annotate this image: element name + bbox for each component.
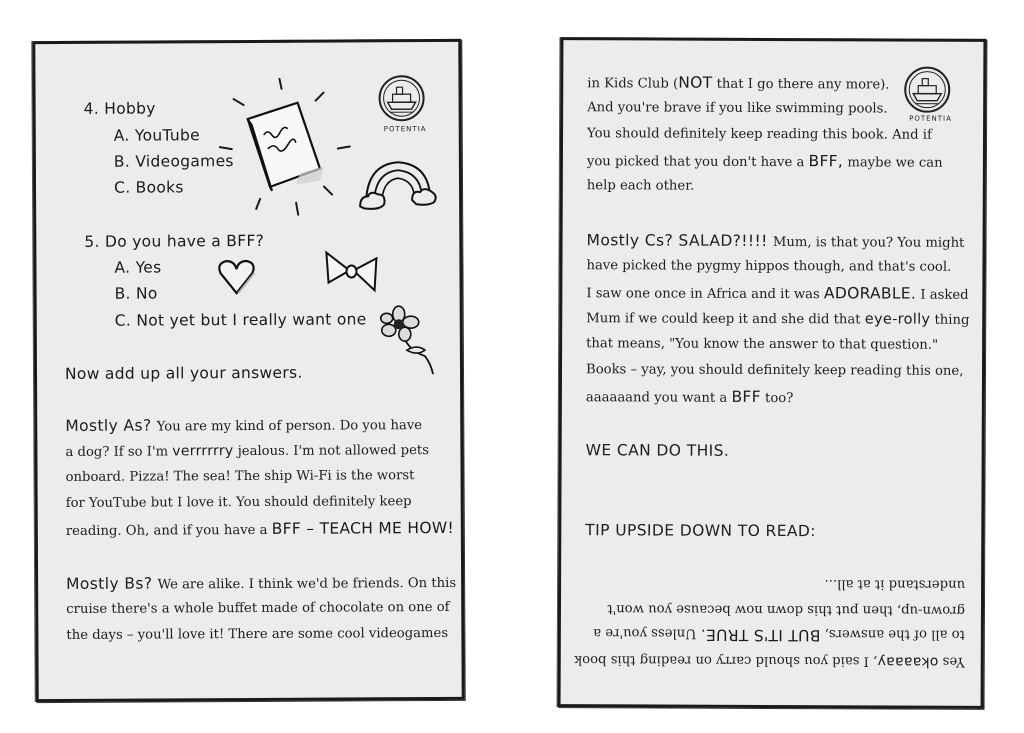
svg-text:POTENTIA: POTENTIA — [383, 125, 427, 134]
mostly-b-heading: Mostly Bs? — [66, 574, 153, 593]
bow-icon — [322, 246, 380, 298]
upside-down-paragraph — [574, 560, 966, 672]
top-line-2: And you're brave if you like swimming pools. — [587, 100, 888, 117]
mostly-c-line-2: have picked the pygmy hippos though, and that's cool. — [586, 258, 952, 275]
mostly-c-line-4: Mum if we could keep it and she did that eye-rolly thing — [586, 311, 970, 328]
q4-option-a: A. YouTube — [113, 126, 201, 145]
mostly-b-line-1: Mostly Bs? We are alike. I think we'd be friends. On this — [66, 574, 457, 593]
q4-option-b: B. Videogames — [113, 152, 234, 171]
mostly-c-line-7: aaaaaand you want a BFF too? — [585, 387, 794, 407]
mostly-b-line-3: the days – you'll love it! There are some cool videogames — [66, 625, 449, 643]
mostly-c-heading: Mostly Cs? SALAD?!!!! — [586, 231, 768, 250]
mostly-c-line-6: Books – yay, you should definitely keep reading this one, — [585, 362, 964, 379]
upside-line-2: to all of the answers, BUT IT'S TRUE. Unless you're a — [593, 625, 965, 645]
q5-title: 5. Do you have a BFF? — [84, 231, 265, 251]
top-line-3: You should definitely keep reading this book. And if — [587, 126, 932, 143]
top-line-1: in Kids Club (NOT that I go there any more). — [587, 73, 890, 93]
mostly-a-line-5: reading. Oh, and if you have a BFF – TEACH ME HOW! — [65, 518, 454, 539]
q4-option-c: C. Books — [113, 178, 184, 197]
upside-line-1: Yes okaaaay, I said you should carry on reading this book — [574, 652, 965, 670]
book-icon — [215, 72, 356, 223]
mostly-a-line-4: for YouTube but I love it. You should definitely keep — [65, 494, 412, 511]
right-page — [558, 37, 987, 709]
q5-option-a: A. Yes — [114, 258, 162, 277]
upside-line-3: grown-up, then put this down now because you won't — [607, 601, 965, 618]
mostly-a-heading: Mostly As? — [65, 416, 152, 435]
q5-option-b: B. No — [114, 284, 158, 303]
flower-icon — [377, 304, 437, 379]
add-up-instruction: Now add up all your answers. — [64, 363, 303, 383]
q4-title: 4. Hobby — [83, 99, 156, 118]
left-page — [32, 39, 464, 702]
mostly-a-line-1: Mostly As? You are my kind of person. Do you have — [65, 416, 423, 435]
mostly-c-line-3: I saw one once in Africa and it was ADORABLE. I asked — [586, 284, 969, 303]
tip-heading: TIP UPSIDE DOWN TO READ: — [585, 521, 816, 541]
stamp-label — [382, 120, 438, 136]
stamp-label — [907, 110, 963, 126]
q5-option-c: C. Not yet but I really want one — [114, 310, 367, 330]
mostly-b-line-2: cruise there's a whole buffet made of chocolate on one of — [66, 599, 450, 617]
svg-text:POTENTIA: POTENTIA — [909, 114, 952, 123]
we-can-do-this: WE CAN DO THIS. — [585, 441, 730, 460]
top-line-4: you picked that you don't have a BFF, maybe we can — [586, 152, 943, 171]
upside-line-4: understand it at all... — [824, 576, 966, 592]
top-line-5: help each other. — [586, 178, 695, 194]
mostly-c-line-5: that means, "You know the answer to that question." — [586, 336, 939, 353]
rainbow-icon — [358, 150, 438, 212]
mostly-c-line-1: Mostly Cs? SALAD?!!!! Mum, is that you? You might — [586, 231, 965, 251]
mostly-a-line-3: onboard. Pizza! The sea! The ship Wi-Fi is the worst — [65, 468, 415, 485]
heart-icon — [214, 255, 258, 299]
mostly-a-line-2: a dog? If so I'm verrrrrry jealous. I'm not allowed pets — [65, 443, 430, 460]
